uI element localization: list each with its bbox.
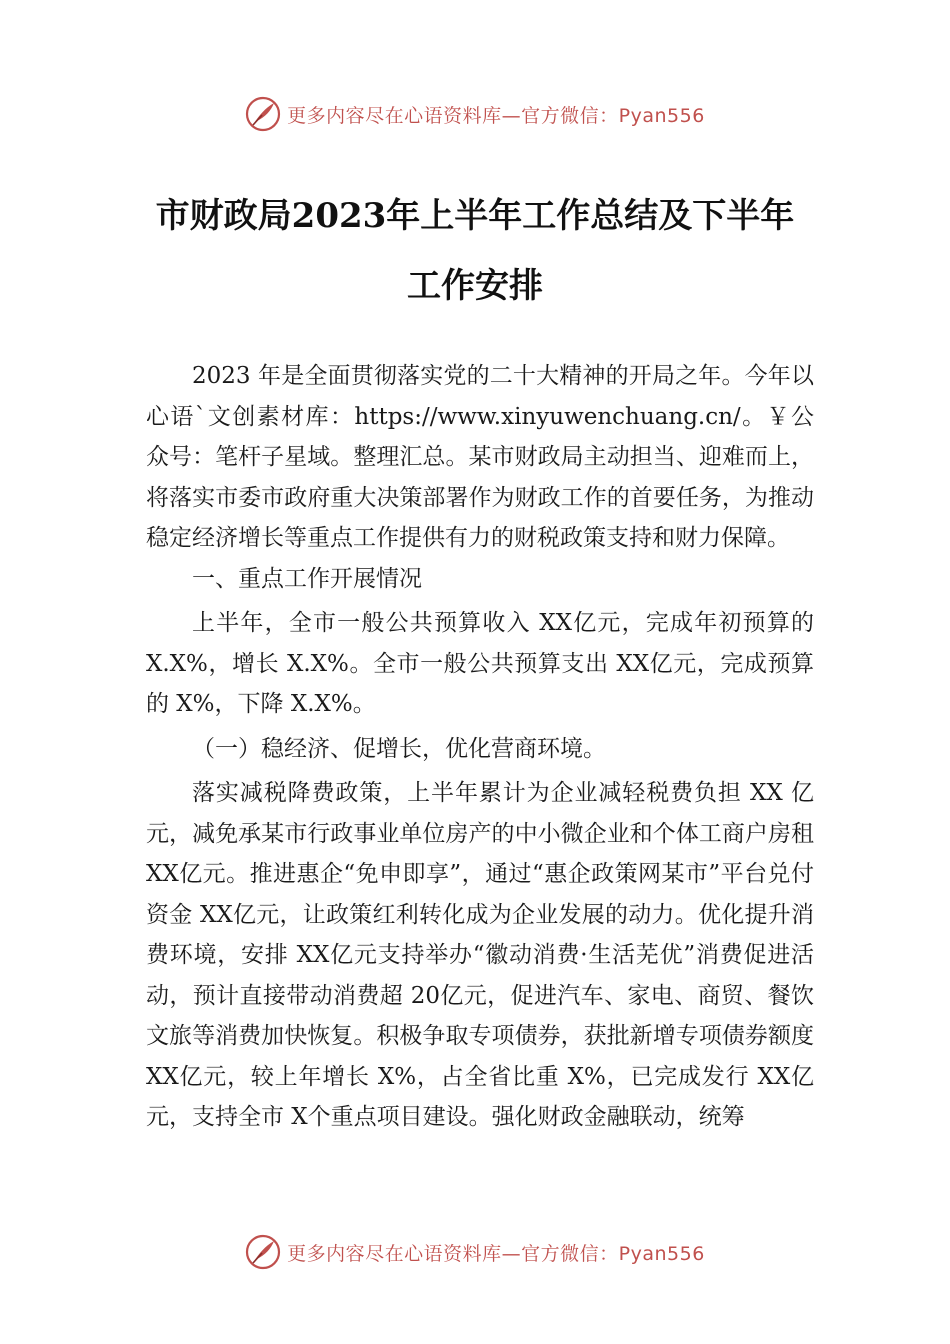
watermark-text: 更多内容尽在心语资料库—官方微信：Pyan556 — [287, 104, 705, 127]
feather-quill-icon — [245, 1234, 281, 1270]
tax-policy-paragraph: 落实减税降费政策，上半年累计为企业减轻税费负担 XX 亿元，减免承某市行政事业单位房产的中小微企业和个体工商户房租 XX亿元。推进惠企“免申即享”，通过“惠企政策网某市”平台兑付资金 XX亿元，让政策红利转化成为企业发展的动力。优化提升消费环境，安排 XX亿元支持举办“徽动消费·生活芜优”消费促进活动，预计直接带动消费超 20亿元，促进汽车、家电、商贸、餐饮文旅等消费加快恢复。积极争取专项债券，获批新增专项债券额度 XX亿元，较上年增长 X%，占全省比重 X%，已完成发行 XX亿元，支持全市 X个重点项目建设。强化财政金融联动，统筹 — [146, 780, 814, 1130]
watermark-footer — [0, 1232, 950, 1272]
feather-quill-icon — [245, 96, 281, 132]
watermark-header — [0, 94, 950, 134]
subsection-heading-1: （一）稳经济、促增长，优化营商环境。 — [192, 735, 606, 762]
watermark-text: 更多内容尽在心语资料库—官方微信：Pyan556 — [287, 1242, 705, 1265]
document-body — [146, 356, 814, 1138]
document-title-line-1: 市财政局2023年上半年工作总结及下半年 — [155, 196, 795, 236]
section-heading-1: 一、重点工作开展情况 — [192, 565, 422, 592]
budget-summary-paragraph: 上半年，全市一般公共预算收入 XX亿元，完成年初预算的 X.X%，增长 X.X%。全市一般公共预算支出 XX亿元，完成预算的 X%，下降 X.X%。 — [146, 610, 814, 717]
document-title-line-2: 工作安排 — [407, 266, 543, 306]
intro-paragraph: 2023 年是全面贯彻落实党的二十大精神的开局之年。今年以心语`文创素材库：https://www.xinyuwenchuang.cn/。￥公众号：笔杆子星域。整理汇总。某市财政局主动担当、迎难而上，将落实市委市政府重大决策部署作为财政工作的首要任务，为推动稳定经济增长等重点工作提供有力的财税政策支持和财力保障。 — [146, 363, 814, 551]
